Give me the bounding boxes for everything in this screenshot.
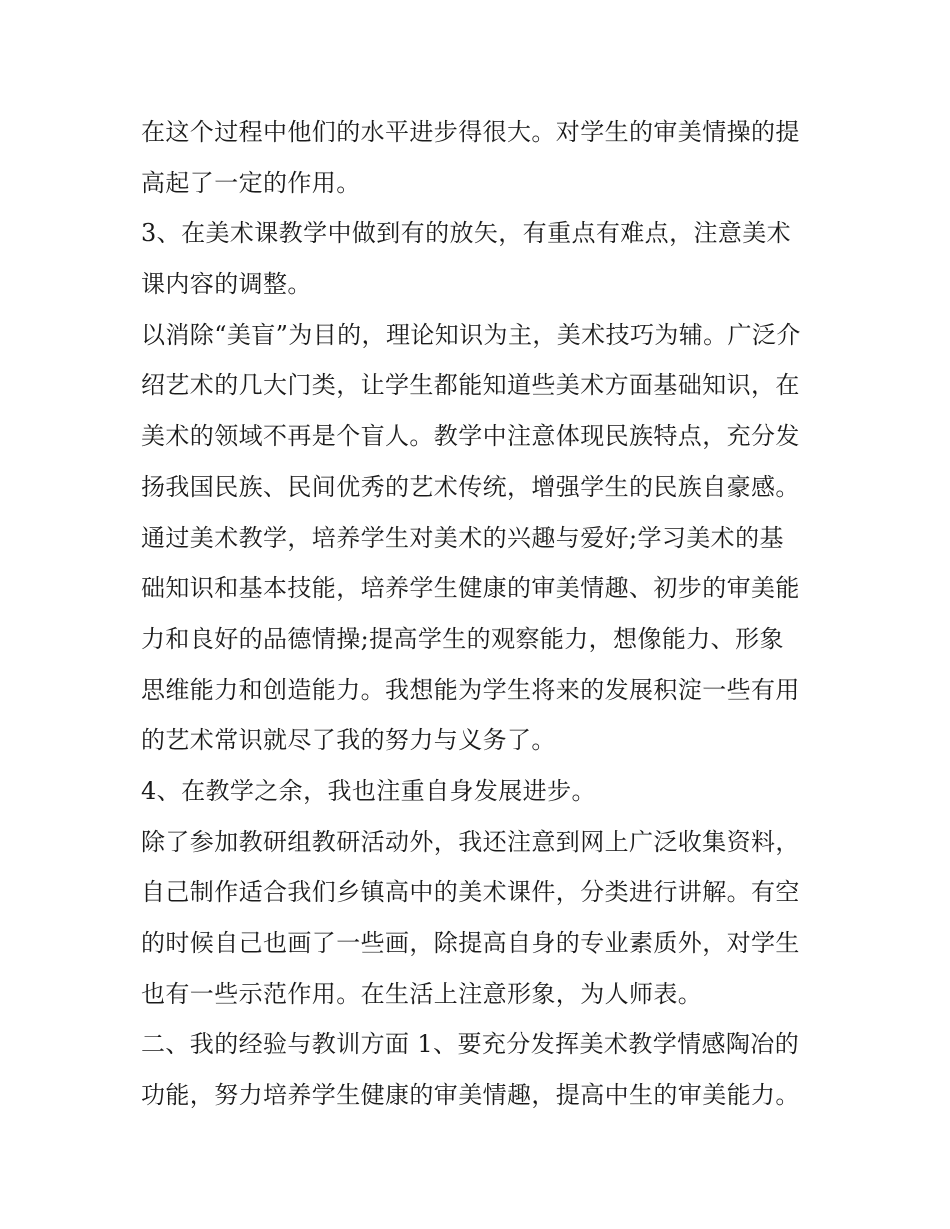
text-line: 以消除“美盲”为目的，理论知识为主，美术技巧为辅。广泛介 — [141, 320, 801, 349]
text-line: 自己制作适合我们乡镇高中的美术课件，分类进行讲解。有空 — [141, 878, 800, 907]
text-line: 美术的领域不再是个盲人。教学中注意体现民族特点，充分发 — [141, 422, 800, 451]
text-line: 的艺术常识就尽了我的努力与义务了。 — [141, 726, 556, 755]
text-line: 二、我的经验与教训方面 1、要充分发挥美术教学情感陶冶的 — [141, 1030, 800, 1059]
text-line: 的时候自己也画了一些画，除提高自身的专业素质外，对学生 — [141, 929, 800, 957]
text-line: 绍艺术的几大门类，让学生都能知道些美术方面基础知识，在 — [141, 371, 800, 400]
text-line: 思维能力和创造能力。我想能为学生将来的发展积淀一些有用 — [141, 675, 800, 704]
text-line: 扬我国民族、民间优秀的艺术传统，增强学生的民族自豪感。 — [141, 472, 800, 501]
document-body — [141, 107, 821, 1121]
text-line: 4、在教学之余，我也注重自身发展进步。 — [141, 776, 596, 805]
text-line: 高起了一定的作用。 — [141, 168, 361, 197]
text-line: 础知识和基本技能，培养学生健康的审美情趣、初步的审美能 — [141, 574, 800, 603]
text-line: 通过美术教学，培养学生对美术的兴趣与爱好;学习美术的基 — [141, 523, 784, 552]
text-line: 功能，努力培养学生健康的审美情趣，提高中生的审美能力。 — [141, 1081, 800, 1110]
text-line: 3、在美术课教学中做到有的放矢，有重点有难点，注意美术 — [141, 219, 792, 248]
text-line: 也有一些示范作用。在生活上注意形象，为人师表。 — [141, 979, 703, 1008]
text-line: 在这个过程中他们的水平进步得很大。对学生的审美情操的提 — [141, 118, 800, 146]
text-line: 力和良好的品德情操;提高学生的观察能力，想像能力、形象 — [141, 624, 784, 653]
text-line: 除了参加教研组教研活动外，我还注意到网上广泛收集资料， — [141, 827, 800, 856]
text-line: 课内容的调整。 — [141, 270, 312, 299]
